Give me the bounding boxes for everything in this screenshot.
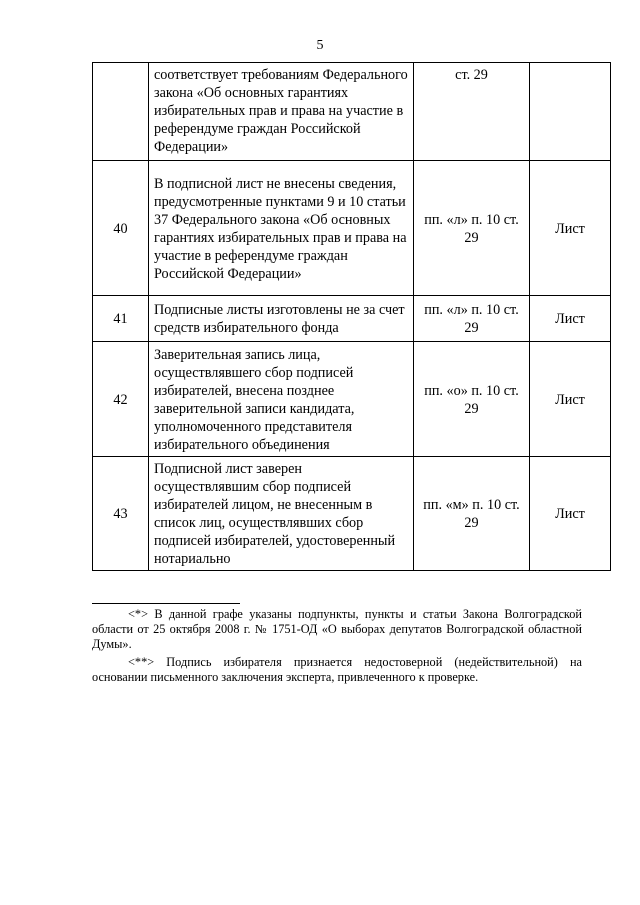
grounds-table xyxy=(92,62,611,571)
row-reference: ст. 29 xyxy=(414,63,530,161)
footnote-separator xyxy=(92,603,240,604)
row-reference: пп. «м» п. 10 ст. 29 xyxy=(414,457,530,571)
row-number: 41 xyxy=(93,296,149,342)
row-description: В подписной лист не внесены сведения, предусмотренные пунктами 9 и 10 статьи 37 Федерального закона «Об основных гарантиях избирательных прав и права на участие в референдуме граждан Российской Федерации» xyxy=(149,161,414,296)
row-document: Лист xyxy=(530,296,611,342)
row-reference: пп. «л» п. 10 ст. 29 xyxy=(414,161,530,296)
page-number: 5 xyxy=(316,38,324,53)
table-row xyxy=(93,63,611,161)
row-document: Лист xyxy=(530,161,611,296)
row-document: Лист xyxy=(530,457,611,571)
table-row xyxy=(93,296,611,342)
table-row xyxy=(93,457,611,571)
row-number: 40 xyxy=(93,161,149,296)
row-document xyxy=(530,63,611,161)
row-description: Заверительная запись лица, осуществлявшего сбор подписей избирателей, внесена позднее заверительной записи кандидата, уполномоченного представителя избирательного объединения xyxy=(149,342,414,457)
row-description: Подписные листы изготовлены не за счет средств избирательного фонда xyxy=(149,296,414,342)
row-document: Лист xyxy=(530,342,611,457)
row-number: 43 xyxy=(93,457,149,571)
row-description: Подписной лист заверен осуществлявшим сбор подписей избирателей лицом, не внесенным в список лиц, осуществлявших сбор подписей избирателей, удостоверенный нотариально xyxy=(149,457,414,571)
row-description: соответствует требованиям Федерального закона «Об основных гарантиях избирательных прав и права на участие в референдуме граждан Российской Федерации» xyxy=(149,63,414,161)
table-row xyxy=(93,342,611,457)
footnotes xyxy=(92,607,582,688)
table-row xyxy=(93,161,611,296)
row-number: 42 xyxy=(93,342,149,457)
row-number xyxy=(93,63,149,161)
footnote-1: <*> В данной графе указаны подпункты, пункты и статьи Закона Волгоградской области от 25 октября 2008 г. № 1751-ОД «О выборах депутатов Волгоградской областной Думы». xyxy=(92,607,582,651)
row-reference: пп. «о» п. 10 ст. 29 xyxy=(414,342,530,457)
footnote-2: <**> Подпись избирателя признается недостоверной (недействительной) на основании письменного заключения эксперта, привлеченного к проверке. xyxy=(92,655,582,684)
row-reference: пп. «л» п. 10 ст. 29 xyxy=(414,296,530,342)
